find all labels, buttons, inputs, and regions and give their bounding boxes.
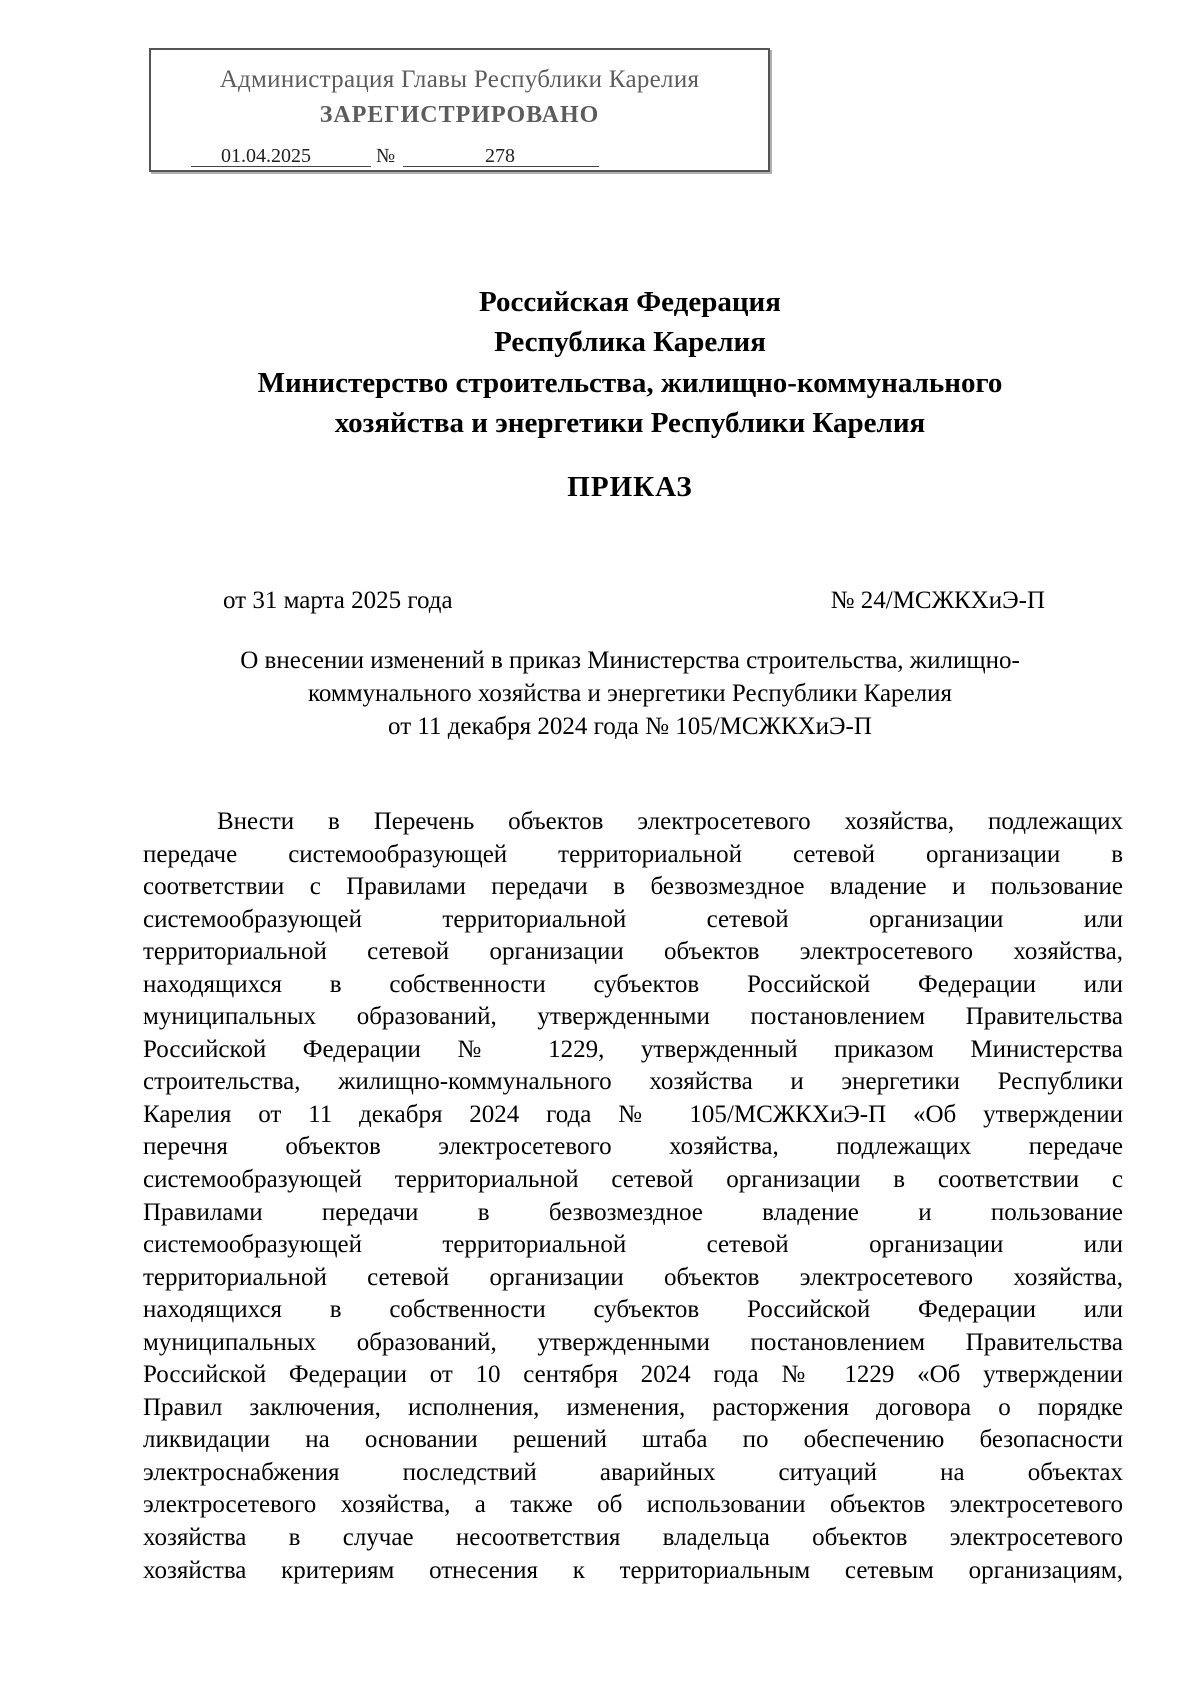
registration-stamp: [149, 48, 770, 172]
body-line: Правил заключения, исполнения, изменения, расторжения договора о порядке: [143, 1393, 1123, 1421]
body-line: Российской Федерации от 10 сентября 2024 года № 1229 «Об утверждении: [143, 1361, 1123, 1389]
order-date: от 31 марта 2025 года: [223, 587, 453, 614]
body-line: находящихся в собственности субъектов Российской Федерации или: [143, 1296, 1123, 1324]
subject-line: от 11 декабря 2024 года № 105/МСЖКХиЭ-П: [388, 713, 872, 740]
body-line: передаче системообразующей территориальной сетевой организации в: [143, 840, 1123, 868]
body-line: системообразующей территориальной сетевой организации или: [143, 1231, 1123, 1259]
header-republic: Республика Карелия: [494, 326, 766, 358]
subject-line: О внесении изменений в приказ Министерства строительства, жилищно-: [240, 647, 1020, 674]
body-line: ликвидации на основании решений штаба по обеспечению безопасности: [143, 1426, 1123, 1454]
body-line: муниципальных образований, утвержденными постановлением Правительства: [143, 1003, 1123, 1031]
body-paragraph: [143, 806, 1123, 1587]
body-line: территориальной сетевой организации объектов электросетевого хозяйства,: [143, 938, 1123, 966]
body-line: системообразующей территориальной сетевой организации в соответствии с: [143, 1166, 1123, 1194]
body-line: перечня объектов электросетевого хозяйства, подлежащих передаче: [143, 1133, 1123, 1161]
body-line: соответствии с Правилами передачи в безвозмездное владение и пользование: [143, 873, 1123, 901]
body-line: Правилами передачи в безвозмездное владение и пользование: [143, 1198, 1123, 1226]
stamp-date: 01.04.2025: [191, 146, 371, 167]
subject-line: коммунального хозяйства и энергетики Республики Карелия: [307, 680, 952, 707]
stamp-status: ЗАРЕГИСТРИРОВАНО: [319, 102, 600, 128]
header-ministry-line2: хозяйства и энергетики Республики Карелия: [334, 407, 926, 439]
document-type: ПРИКАЗ: [567, 471, 693, 503]
body-line: Карелия от 11 декабря 2024 года № 105/МСЖКХиЭ-П «Об утверждении: [143, 1100, 1123, 1128]
body-line: хозяйства критериям отнесения к территориальным сетевым организациям,: [143, 1556, 1123, 1584]
body-line: Российской Федерации № 1229, утвержденный приказом Министерства: [143, 1035, 1123, 1063]
body-line: хозяйства в случае несоответствия владельца объектов электросетевого: [143, 1524, 1123, 1552]
body-line: электроснабжения последствий аварийных ситуаций на объектах: [143, 1458, 1123, 1486]
header-country: Российская Федерация: [479, 286, 781, 318]
body-line: находящихся в собственности субъектов Российской Федерации или: [143, 970, 1123, 998]
body-line: муниципальных образований, утвержденными постановлением Правительства: [143, 1328, 1123, 1356]
header-ministry-line1: Министерство строительства, жилищно-коммунального: [257, 367, 1003, 399]
body-line: системообразующей территориальной сетевой организации или: [143, 905, 1123, 933]
order-number: № 24/МСЖКХиЭ-П: [830, 587, 1045, 614]
body-line: территориальной сетевой организации объектов электросетевого хозяйства,: [143, 1263, 1123, 1291]
stamp-number: 278: [403, 146, 599, 167]
body-line: строительства, жилищно-коммунального хозяйства и энергетики Республики: [143, 1068, 1123, 1096]
body-line: электросетевого хозяйства, а также об использовании объектов электросетевого: [143, 1491, 1123, 1519]
body-line: Внести в Перечень объектов электросетевого хозяйства, подлежащих: [217, 808, 1123, 835]
stamp-organization: Администрация Главы Республики Карелия: [219, 66, 700, 93]
stamp-number-sign: №: [376, 145, 396, 167]
